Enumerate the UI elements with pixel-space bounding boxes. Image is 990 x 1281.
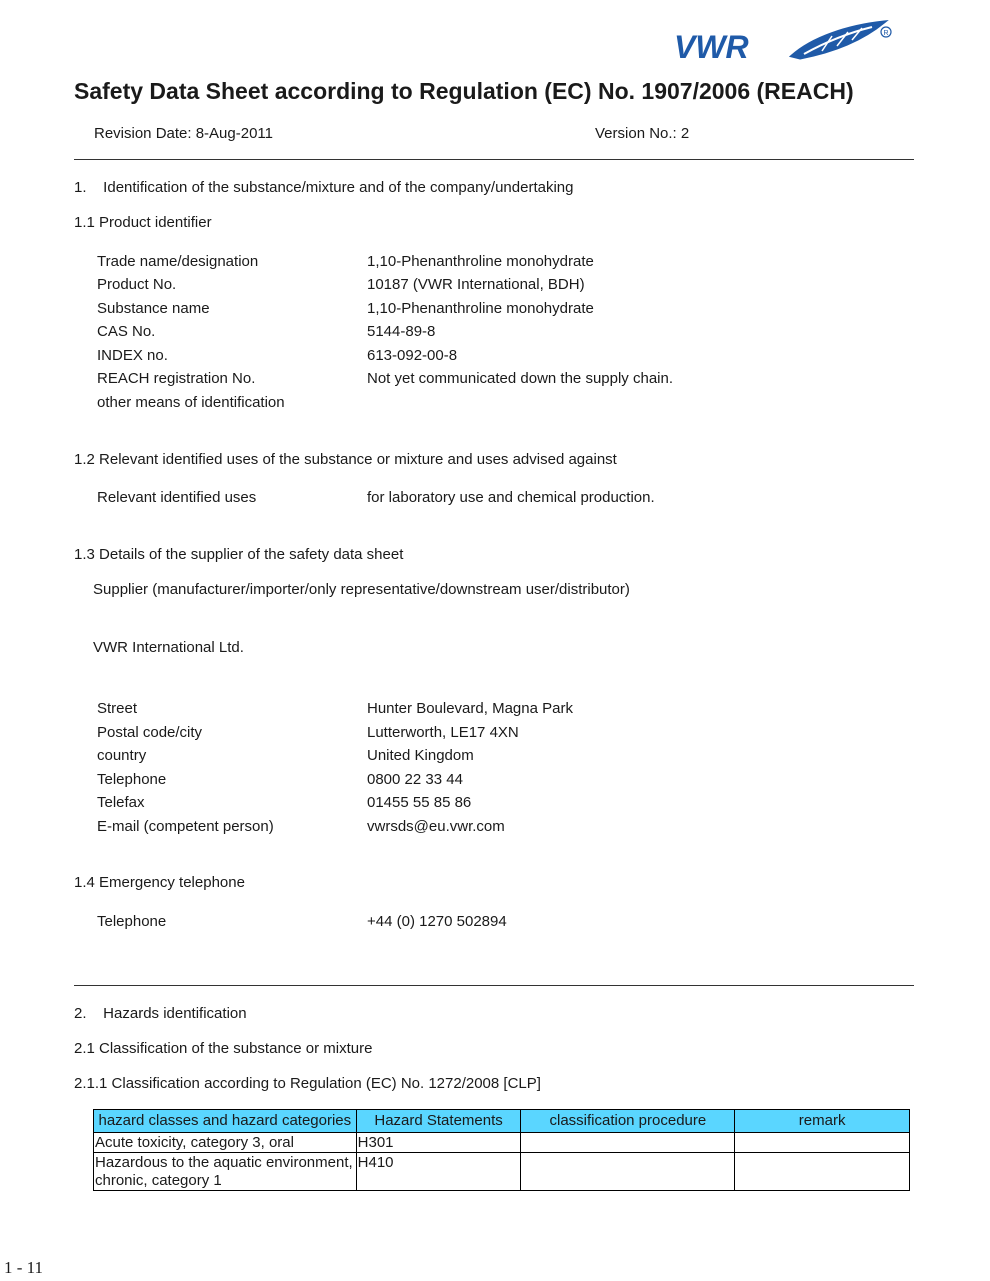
hazard-classification-table: [93, 1109, 910, 1191]
field-label: Trade name/designation: [97, 253, 259, 270]
column-header: remark: [735, 1110, 910, 1133]
table-cell: Hazardous to the aquatic environment, chronic, category 1: [94, 1153, 357, 1191]
vwr-logo: [672, 18, 897, 66]
field-label: country: [97, 747, 147, 764]
field-label: Substance name: [97, 300, 210, 317]
field-label: Street: [97, 700, 138, 717]
divider: [74, 985, 914, 986]
table-row: [94, 1133, 910, 1153]
section-2-1-heading: 2.1 Classification of the substance or mixture: [74, 1040, 373, 1057]
field-value: 1,10-Phenanthroline monohydrate: [367, 300, 594, 317]
field-value: 0800 22 33 44: [367, 771, 463, 788]
field-value: +44 (0) 1270 502894: [367, 913, 507, 930]
field-label: Postal code/city: [97, 724, 203, 741]
field-label: Telephone: [97, 913, 167, 930]
table-cell: H410: [356, 1153, 521, 1191]
page-number: 1 - 11: [4, 1258, 44, 1277]
svg-text:R: R: [883, 30, 889, 37]
field-value: 1,10-Phenanthroline monohydrate: [367, 253, 594, 270]
divider: [74, 159, 914, 160]
field-label: INDEX no.: [97, 347, 168, 364]
field-label: other means of identification: [97, 394, 285, 411]
table-cell: Acute toxicity, category 3, oral: [94, 1133, 357, 1153]
section-1-2-heading: 1.2 Relevant identified uses of the substance or mixture and uses advised against: [74, 451, 617, 468]
field-value: Hunter Boulevard, Magna Park: [367, 700, 573, 717]
table-cell: [735, 1133, 910, 1153]
field-label: Relevant identified uses: [97, 489, 257, 506]
section-1-heading: 1. Identification of the substance/mixture and of the company/undertaking: [74, 179, 574, 196]
table-cell: H301: [356, 1133, 521, 1153]
section-2-1-1-heading: 2.1.1 Classification according to Regulation (EC) No. 1272/2008 [CLP]: [74, 1075, 541, 1092]
field-value: 10187 (VWR International, BDH): [367, 276, 585, 293]
table-cell: [735, 1153, 910, 1191]
logo-text: VWR: [674, 29, 749, 65]
section-2-heading: 2. Hazards identification: [74, 1005, 247, 1022]
field-label: Telefax: [97, 794, 145, 811]
field-value: 01455 55 85 86: [367, 794, 472, 811]
field-label: E-mail (competent person): [97, 818, 274, 835]
field-value: for laboratory use and chemical production.: [367, 489, 655, 506]
section-1-3-heading: 1.3 Details of the supplier of the safety data sheet: [74, 546, 404, 563]
section-1-1-heading: 1.1 Product identifier: [74, 214, 212, 231]
field-value: Lutterworth, LE17 4XN: [367, 724, 519, 741]
column-header: Hazard Statements: [356, 1110, 521, 1133]
column-header: classification procedure: [521, 1110, 735, 1133]
table-cell: [521, 1153, 735, 1191]
field-value: 5144-89-8: [367, 323, 436, 340]
field-value: United Kingdom: [367, 747, 474, 764]
field-value: Not yet communicated down the supply chain.: [367, 370, 673, 387]
table-header-row: [94, 1110, 910, 1133]
table-row: [94, 1153, 910, 1191]
column-header: hazard classes and hazard categories: [94, 1110, 357, 1133]
field-label: Product No.: [97, 276, 177, 293]
revision-date: Revision Date: 8-Aug-2011: [94, 125, 273, 142]
supplier-type: Supplier (manufacturer/importer/only representative/downstream user/distributor): [93, 581, 630, 598]
supplier-company: VWR International Ltd.: [93, 639, 244, 656]
field-label: Telephone: [97, 771, 167, 788]
document-title: Safety Data Sheet according to Regulation (EC) No. 1907/2006 (REACH): [74, 78, 854, 104]
email-link[interactable]: vwrsds@eu.vwr.com: [367, 818, 505, 835]
version-number: Version No.: 2: [595, 125, 690, 142]
field-label: CAS No.: [97, 323, 156, 340]
section-1-4-heading: 1.4 Emergency telephone: [74, 874, 245, 891]
table-cell: [521, 1133, 735, 1153]
field-value: 613-092-00-8: [367, 347, 458, 364]
field-label: REACH registration No.: [97, 370, 256, 387]
